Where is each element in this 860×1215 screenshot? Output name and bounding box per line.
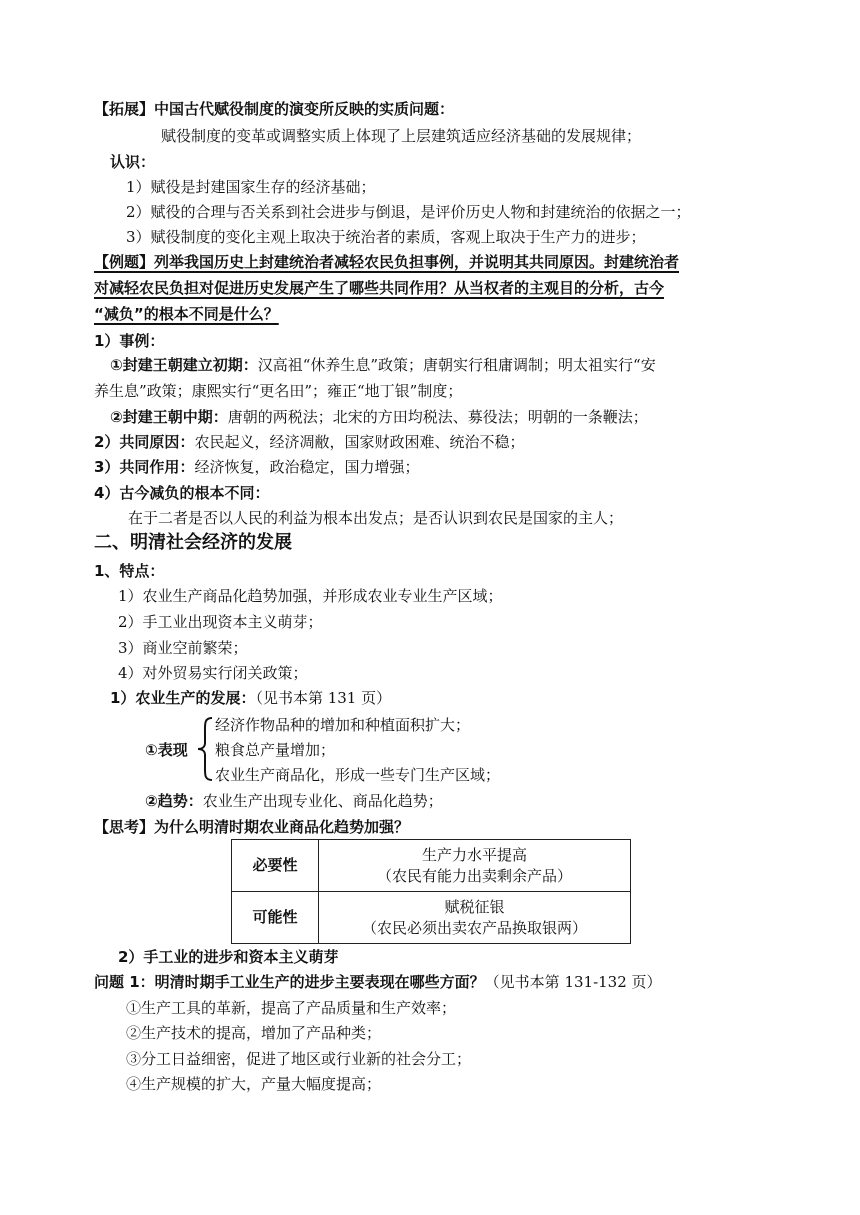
- example-question-line: “减负”的根本不同是什么？: [94, 305, 279, 323]
- common-effect-label: 3）共同作用：: [94, 458, 195, 476]
- performance-label: ①表现: [145, 741, 188, 759]
- early-dynasty-label: ①封建王朝建立初期：: [110, 356, 258, 374]
- handicraft-heading: 2）手工业的进步和资本主义萌芽: [118, 948, 339, 966]
- table-value-line: 生产力水平提高: [421, 845, 527, 864]
- difference-label: 4）古今减负的根本不同：: [94, 484, 270, 502]
- recognition-item: 1）赋役是封建国家生存的经济基础；: [126, 178, 376, 196]
- common-cause-text: 农民起义，经济凋敝，国家财政困难、统治不稳；: [194, 433, 525, 451]
- recognition-item: 3）赋役制度的变化主观上取决于统治者的素质，客观上取决于生产力的进步；: [126, 228, 646, 246]
- trend-label: ②趋势：: [145, 792, 203, 810]
- common-cause: [94, 432, 524, 452]
- table-row: [232, 892, 631, 944]
- agriculture-heading: [110, 688, 391, 708]
- common-cause-label: 2）共同原因：: [94, 433, 195, 451]
- table-key: 必要性: [232, 840, 319, 892]
- common-effect: [94, 457, 419, 477]
- think-heading: 【思考】为什么明清时期农业商品化趋势加强？: [94, 818, 410, 836]
- table-key: 可能性: [232, 892, 319, 944]
- table-row: [232, 840, 631, 892]
- table-value: [319, 840, 631, 892]
- feature-item: 4）对外贸易实行闭关政策；: [118, 664, 308, 682]
- feature-item: 3）商业空前繁荣；: [118, 639, 248, 657]
- extension-heading: 【拓展】中国古代赋役制度的演变所反映的实质问题：: [94, 100, 455, 118]
- mid-dynasty-cases: [110, 407, 648, 427]
- question-1: [94, 972, 662, 992]
- performance-item: 粮食总产量增加；: [215, 741, 336, 759]
- difference-text: 在于二者是否以人民的利益为根本出发点；是否认识到农民是国家的主人；: [128, 509, 624, 527]
- table-value-note: （农民必须出卖农产品换取银两）: [361, 918, 587, 937]
- agriculture-label: 1）农业生产的发展：: [110, 689, 256, 707]
- trend: [145, 791, 443, 811]
- performance-item: 农业生产商品化，形成一些专门生产区域；: [215, 766, 501, 784]
- early-dynasty-cases: [110, 355, 656, 375]
- question-1-label: 问题 1：明清时期手工业生产的进步主要表现在哪些方面？: [94, 973, 485, 991]
- table-value-line: 赋税征银: [444, 897, 505, 916]
- question-1-ref: （见书本第 131-132 页）: [484, 973, 662, 991]
- table-value: [319, 892, 631, 944]
- performance-item: 经济作物品种的增加和种植面积扩大；: [215, 716, 471, 734]
- reason-table: [231, 839, 631, 944]
- cases-label: 1）事例：: [94, 332, 165, 350]
- table-value-note: （农民有能力出卖剩余产品）: [376, 866, 572, 885]
- recognition-item: 2）赋役的合理与否关系到社会进步与倒退，是评价历史人物和封建统治的依据之一；: [126, 203, 691, 221]
- common-effect-text: 经济恢复，政治稳定，国力增强；: [194, 458, 420, 476]
- example-question-line: 对减轻农民负担对促进历史发展产生了哪些共同作用？从当权者的主观目的分析，古今: [94, 279, 665, 297]
- extension-essence: 赋役制度的变革或调整实质上体现了上层建筑适应经济基础的发展规律；: [161, 127, 642, 145]
- feature-item: 2）手工业出现资本主义萌芽；: [118, 613, 323, 631]
- recognition-label: 认识：: [110, 153, 156, 171]
- early-dynasty-text-cont: 养生息”政策；康熙实行“更名田”；雍正“地丁银”制度；: [94, 382, 463, 400]
- answer-item: ③分工日益细密，促进了地区或行业新的社会分工；: [126, 1050, 472, 1068]
- feature-item: 1）农业生产商品化趋势加强，并形成农业专业生产区域；: [118, 587, 503, 605]
- curly-brace-icon: [196, 716, 214, 782]
- early-dynasty-text: 汉高祖“休养生息”政策；唐朝实行租庸调制；明太祖实行“安: [257, 356, 656, 374]
- mid-dynasty-text: 唐朝的两税法；北宋的方田均税法、募役法；明朝的一条鞭法；: [227, 408, 648, 426]
- section-title: 二、明清社会经济的发展: [94, 532, 292, 553]
- agriculture-ref: （见书本第 131 页）: [255, 689, 392, 707]
- mid-dynasty-label: ②封建王朝中期：: [110, 408, 228, 426]
- answer-item: ①生产工具的革新，提高了产品质量和生产效率；: [126, 999, 457, 1017]
- features-label: 1、特点：: [94, 562, 165, 580]
- example-question-line: 【例题】列举我国历史上封建统治者减轻农民负担事例，并说明其共同原因。封建统治者: [94, 253, 680, 271]
- answer-item: ②生产技术的提高，增加了产品种类；: [126, 1024, 382, 1042]
- trend-text: 农业生产出现专业化、商品化趋势；: [202, 792, 443, 810]
- answer-item: ④生产规模的扩大，产量大幅度提高；: [126, 1075, 382, 1093]
